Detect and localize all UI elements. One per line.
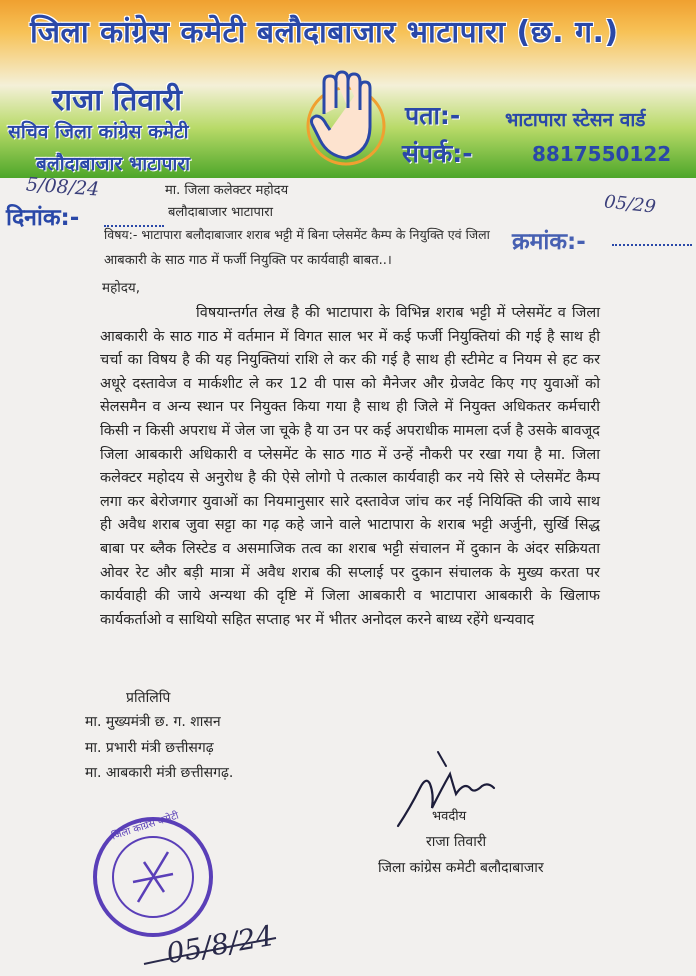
sender-name: राजा तिवारी — [52, 83, 182, 118]
addressee-line-2: बलौदाबाजार भाटापारा — [168, 205, 273, 220]
stamp-date-underline — [140, 932, 280, 972]
salutation: महोदय, — [102, 280, 141, 296]
signatory-name: राजा तिवारी — [426, 834, 487, 850]
copy-heading: प्रतिलिपि — [126, 690, 171, 706]
office-stamp — [88, 812, 218, 942]
letterhead-banner — [0, 0, 696, 178]
addressee-line-1: मा. जिला कलेक्टर महोदय — [165, 183, 289, 198]
subject-line-2: आबकारी के साठ गाठ में फर्जी नियुक्ति पर कार्यवाही बाबत..। — [104, 253, 392, 268]
subject-line-1: विषय:- भाटापारा बलौदाबाजार शराब भट्टी में बिना प्लेसमेंट कैम्प के नियुक्ति एवं जिला — [104, 227, 490, 242]
address-label: पता:- — [405, 101, 461, 130]
address-value: भाटापारा स्टेसन वार्ड — [505, 109, 646, 131]
handwritten-number: 05/29 — [603, 191, 657, 218]
sender-designation: सचिव जिला कांग्रेस कमेटी — [8, 121, 189, 143]
hand-logo-icon — [302, 64, 390, 172]
stamp-text: जिला कांग्रेस कमेटी — [110, 810, 181, 843]
sender-place: बलौदाबाजार भाटापारा — [36, 153, 191, 175]
signatory-organization: जिला कांग्रेस कमेटी बलौदाबाजार — [378, 860, 544, 876]
handwritten-signature — [390, 748, 510, 838]
phone-number: 8817550122 — [532, 142, 672, 166]
copy-item-1: मा. मुख्यमंत्री छ. ग. शासन — [85, 714, 221, 730]
organization-title: जिला कांग्रेस कमेटी बलौदाबाजार भाटापारा (छ. ग.) — [30, 15, 619, 50]
contact-label: संपर्क:- — [402, 139, 473, 168]
letter-body-text: विषयान्तर्गत लेख है की भाटापारा के विभिन्न शराब भट्टी में प्लेसमेंट व जिला आबकारी के साठ गाठ में वर्तमान में विगत साल भर में कई फर्जी नियुक्तियां की गई है साथ ही चर्चा का विषय है की यह नियुक्तियां राशि ले कर की गई है साथ ही स्टीमेट व नियम से हट कर अधूरे दस्तावेज व मार्कशीट ले कर 12 वी पास को मैनेजर और ग्रेजवेट किए गए युवाओं को सेलसमैन व अन्य स्थान पर नियुक्त किया गया है साथ ही जिले में नियुक्त अधिकतर कर्मचारी किसी न किसी अपराध में जेल जा चूके है या उन पर कई अपराधीक मामला दर्ज है उसके बावजूद जिला आबकारी अधिकारी व प्लेसमेंट के साठ गाठ में उन्हें नौकरी पर रखा गया है मा. जिला कलेक्टर महोदय से अनुरोध है की ऐसे लोगो पे तत्काल कार्यवाही कर नये सिरे से प्लेसमेंट कैम्प लगा कर बेरोजगार युवाओं का नियमानुसार सारे दस्तावेज जांच कर नई नियिक्ति की जाये साथ ही अवैध शराब जुवा सट्टा का गढ़ कहे जाने वाले भाटापारा के शराब भट्टी अर्जुनी, सुर्खि सिद्ध बाबा पर ब्लैक लिस्टेड व असमाजिक तत्व का शराब भट्टी संचालन में दुकान के अंदर सक्रियता ओवर रेट और बड़ी मात्रा में अवैध शराब की सप्लाई पर दुकान संचालक के मुख्य करता पर कार्यवाही की जाये अन्यथा की दृष्टि में जिला आबकारी व भाटापारा आबकारी के खिलाफ कार्यकर्ताओ व साथियो सहित सप्ताह भर में भीतर अनोदल करने बाध्य रहेंगे धन्यवाद — [100, 305, 600, 628]
copy-item-2: मा. प्रभारी मंत्री छत्तीसगढ़ — [85, 740, 214, 756]
stamp-handwritten-date: 05/8/24 — [163, 918, 276, 971]
closing-word: भवदीय — [432, 809, 467, 824]
number-label: क्रमांक:- — [512, 229, 586, 255]
handwritten-date: 5/08/24 — [25, 173, 100, 201]
date-label: दिनांक:- — [6, 205, 80, 231]
number-dotted-line — [612, 244, 692, 246]
copy-item-3: मा. आबकारी मंत्री छत्तीसगढ़. — [85, 765, 234, 781]
letter-body — [100, 302, 600, 632]
